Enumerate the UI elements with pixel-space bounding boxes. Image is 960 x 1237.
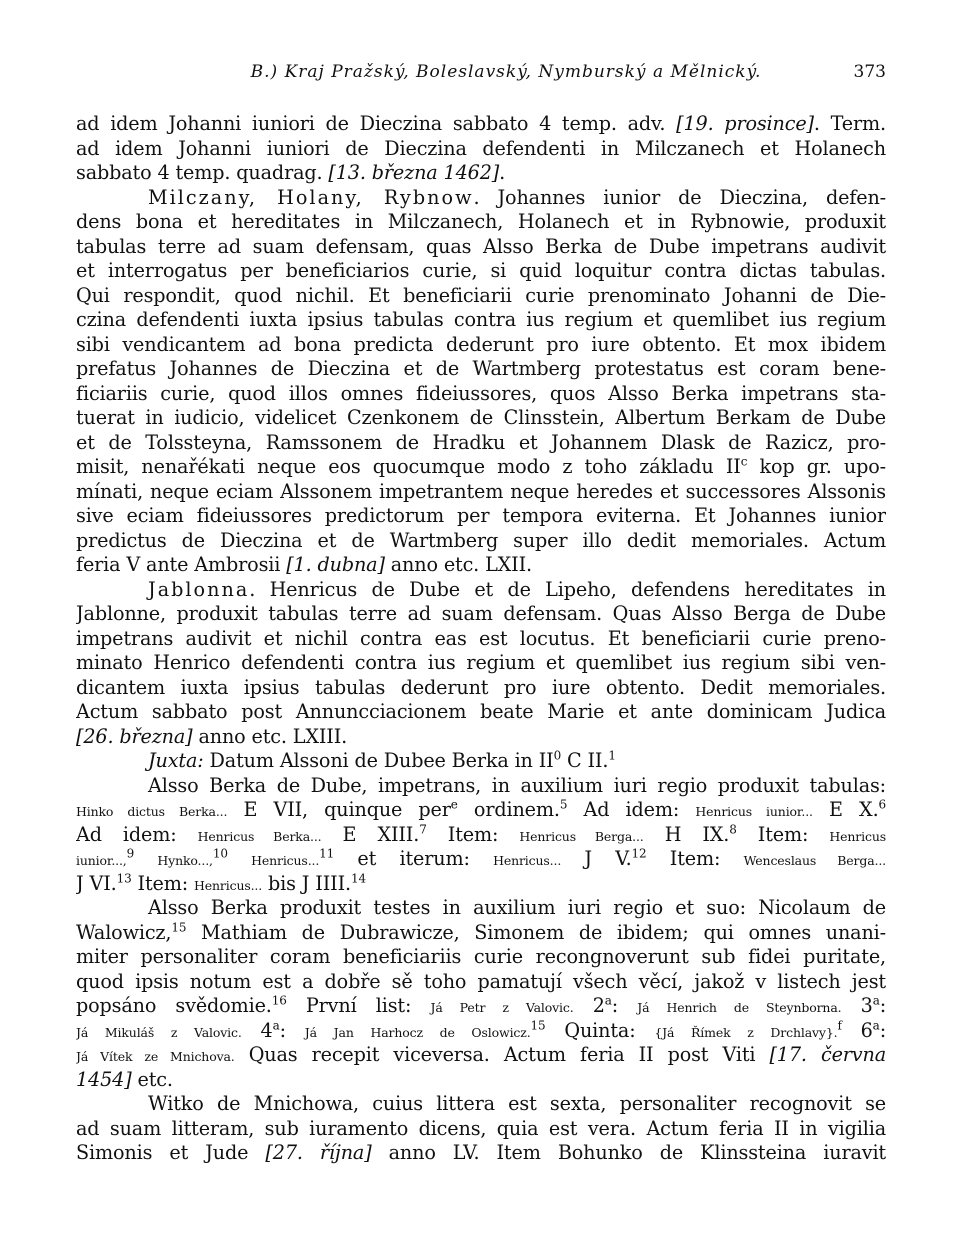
text-span: sive eciam fideiussores predictorum per tempora eviterna. Et Johannes iunior xyxy=(76,504,886,527)
text-span: Juxta: xyxy=(148,749,204,772)
text-span: . Term. xyxy=(813,112,886,135)
text-line xyxy=(76,333,886,358)
text-span: 3 xyxy=(841,994,873,1017)
text-line xyxy=(76,1117,886,1142)
superscript: 12 xyxy=(631,847,647,861)
text-span: czina defendenti iuxta ipsius tabulas contra ius regium et quemlibet ius regium xyxy=(76,308,886,331)
text-line xyxy=(76,847,886,872)
text-span: [1. dubna] xyxy=(286,553,385,576)
text-line xyxy=(76,725,886,750)
text-line xyxy=(76,749,886,774)
superscript: 9 xyxy=(126,847,135,861)
text-span: J V. xyxy=(561,847,632,870)
running-header xyxy=(76,62,886,92)
superscript: 11 xyxy=(319,847,335,861)
superscript: 15 xyxy=(171,920,187,935)
text-line xyxy=(76,774,886,799)
text-span: Henricus xyxy=(829,828,886,844)
text-span: : xyxy=(879,994,886,1017)
text-line xyxy=(76,896,886,921)
text-span: [27. října] xyxy=(265,1141,372,1164)
text-span: [19. prosince] xyxy=(676,112,814,135)
text-line xyxy=(76,455,886,480)
text-span: dens bona et hereditates in Milczanech, Holanech et in Rybnowie, produxit xyxy=(76,210,886,233)
text-span: Item: xyxy=(646,847,744,870)
text-span: minato Henrico defendenti contra ius regium et quemlibet ius regium sibi ven- xyxy=(76,651,886,674)
superscript: a xyxy=(872,994,880,1008)
text-span: etc. xyxy=(131,1067,173,1091)
text-span: Walowicz, xyxy=(76,920,172,944)
text-span: Henricus... xyxy=(194,877,263,893)
text-span: Jablonne, produxit tabulas terre ad suam defensam. Quas Alsso Berga de Dube xyxy=(76,602,886,625)
superscript: a xyxy=(604,994,612,1008)
text-span: Mathiam de Dubrawicze, Simonem de ibidem; qui omnes unani- xyxy=(186,920,886,944)
text-line xyxy=(76,578,886,603)
text-span: Hynko..., xyxy=(157,853,213,868)
text-span: J VI. xyxy=(76,871,117,895)
text-span: anno etc. LXII. xyxy=(384,553,532,576)
superscript: 10 xyxy=(212,847,228,861)
text-span: . Henricus de Dube et de Lipeho, defendens hereditates in xyxy=(249,577,886,601)
text-span: tabulas terre ad suam defensam, quas Alsso Berka de Dube impetrans audivit xyxy=(76,234,886,258)
text-span xyxy=(228,847,251,870)
text-span: Qui respondit, quod nichil. Et beneficiarii curie prenominato Johanni de Die- xyxy=(76,283,886,307)
text-line xyxy=(76,382,886,407)
text-line xyxy=(76,259,886,284)
text-span: Wenceslaus Berga... xyxy=(743,853,886,868)
text-span: dicantem iuxta ipsius tabulas dederunt pro iure obtento. Dedit memoriales. xyxy=(76,675,886,699)
text-span: {Já Římek z Drchlavy}. xyxy=(654,1024,838,1040)
text-span: Henricus Berga... xyxy=(519,828,644,844)
text-span: : xyxy=(879,1018,886,1042)
text-span: 4 xyxy=(241,1018,273,1042)
text-line xyxy=(76,798,886,823)
text-line xyxy=(76,1043,886,1068)
text-line xyxy=(76,627,886,652)
text-span: Henricus Berka... xyxy=(197,828,322,844)
text-span: 6 xyxy=(841,1018,873,1042)
text-line xyxy=(76,235,886,260)
text-line xyxy=(76,651,886,676)
text-span: sabbato 4 temp. quadrag. xyxy=(76,161,329,184)
superscript: 6 xyxy=(878,798,886,812)
text-span: ficiariis curie, quod illos omnes fideiussores, quos Alsso Berka impetrans sta- xyxy=(76,381,886,405)
text-span: : xyxy=(279,1018,305,1042)
text-line xyxy=(76,602,886,627)
text-span: . xyxy=(499,161,506,184)
text-span: Jablonna xyxy=(148,577,250,601)
superscript: 1 xyxy=(608,749,616,763)
text-span: H IX. xyxy=(643,822,730,846)
text-span: Henricus... xyxy=(251,853,320,868)
text-span: První list: xyxy=(286,994,431,1017)
text-span: Item: xyxy=(736,822,830,846)
text-span: ad idem Johanni iuniori de Dieczina sabbato 4 temp. adv. xyxy=(76,112,677,135)
text-span: Alsso Berka de Dube, impetrans, in auxilium iuri regio produxit tabulas: xyxy=(148,773,886,797)
text-line xyxy=(76,994,886,1019)
text-span: bis J IIII. xyxy=(262,871,351,895)
text-span: ad suam litteram, sub iuramento dicens, quia est vera. Actum feria II in vigilia xyxy=(76,1116,886,1140)
text-line xyxy=(76,823,886,848)
text-span: : xyxy=(611,994,638,1017)
superscript: 13 xyxy=(116,871,132,886)
text-line xyxy=(76,1092,886,1117)
text-line xyxy=(76,308,886,333)
text-span: miter personaliter coram beneficiariis curie recongnoverunt sub fidei puritate, xyxy=(76,945,886,968)
text-span: tuerat in iudicio, videlicet Czenkonem de Clinsstein, Albertum Berkam de Dube xyxy=(76,406,886,429)
text-span: et de Tolssteyna, Ramssonem de Hradku et Johannem Dlask de Razicz, pro- xyxy=(76,430,886,454)
text-line xyxy=(76,161,886,186)
text-span: [26. března] xyxy=(76,724,193,748)
superscript: a xyxy=(272,1018,280,1033)
page-number: 373 xyxy=(853,62,886,82)
text-line xyxy=(76,284,886,309)
text-span: Ad idem: xyxy=(76,822,198,846)
text-span: [17. června xyxy=(769,1043,886,1066)
text-span: E X. xyxy=(812,798,879,821)
text-line xyxy=(76,945,886,970)
text-span: Henricus iunior... xyxy=(695,804,813,819)
text-line xyxy=(76,112,886,137)
text-span: [13. března 1462] xyxy=(328,161,500,184)
text-span: popsáno svědomie. xyxy=(76,994,272,1017)
body-text xyxy=(76,112,886,1166)
text-span: misit, nenařékati neque eos quocumque modo z toho základu II xyxy=(76,455,741,478)
text-span: prefatus Johannes de Dieczina et de Wartmberg protestatus est coram bene- xyxy=(76,357,886,380)
text-span: Já Henrich de Steynborna. xyxy=(637,1000,842,1015)
text-span: Quas recepit viceversa. Actum feria II post Viti xyxy=(234,1043,770,1066)
superscript: 7 xyxy=(419,822,427,837)
superscript: e xyxy=(450,798,458,812)
running-title: B.) Kraj Pražský, Boleslavský, Nymburský a Mělnický. xyxy=(250,62,762,82)
text-span: kop gr. upo- xyxy=(747,455,886,478)
text-span: Henricus... xyxy=(493,853,562,868)
text-span: 2 xyxy=(573,994,605,1017)
text-span: anno LV. Item Bohunko de Klinssteina iuravit xyxy=(371,1141,886,1164)
text-line xyxy=(76,1068,886,1093)
text-span: Quinta: xyxy=(545,1018,655,1042)
text-span: quod ipsis notum est a dobře sě toho pamatují všech věcí, jakož v listech jest xyxy=(76,969,886,993)
text-span: et interrogatus per beneficiarios curie, si quid loquitur contra dictas tabulas. xyxy=(76,259,886,282)
text-span: sibi vendicantem ad bona predicta dederunt pro iure obtento. Et mox ibidem xyxy=(76,332,886,356)
text-span: 1454] xyxy=(76,1067,132,1091)
text-line xyxy=(76,504,886,529)
text-span: iunior..., xyxy=(76,853,127,868)
superscript: 14 xyxy=(350,871,366,886)
text-span: ordinem. xyxy=(457,798,560,821)
text-span: mínati, neque eciam Alssonem impetrantem neque heredes et successores Alssonis xyxy=(76,479,886,503)
text-span: predictus de Dieczina et de Wartmberg super illo dedit memoriales. Actum xyxy=(76,528,886,552)
text-span: et iterum: xyxy=(334,847,494,870)
superscript: f xyxy=(837,1018,842,1033)
text-span: Datum Alssoni de Dubee Berka in II xyxy=(203,749,554,772)
text-line xyxy=(76,431,886,456)
text-line xyxy=(76,406,886,431)
superscript: 5 xyxy=(559,798,568,812)
text-span: Item: xyxy=(426,822,520,846)
text-line xyxy=(76,970,886,995)
text-span: C II. xyxy=(561,749,609,772)
text-span: Actum sabbato post Annuncciacionem beate Marie et ante dominicam Judica xyxy=(76,700,886,723)
text-span: impetrans audivit et nichil contra eas est locutus. Et beneficiarii curie preno- xyxy=(76,626,886,650)
text-line xyxy=(76,480,886,505)
text-line xyxy=(76,1019,886,1044)
text-span: Witko de Mnichowa, cuius littera est sexta, personaliter recognovit se xyxy=(148,1092,886,1115)
text-span: Ad idem: xyxy=(567,798,696,821)
text-span: E XIII. xyxy=(321,822,420,846)
superscript: c xyxy=(740,455,748,469)
text-span: Alsso Berka produxit testes in auxilium iuri regio et suo: Nicolaum de xyxy=(148,896,886,919)
superscript: 8 xyxy=(729,822,737,837)
superscript: 16 xyxy=(271,994,287,1008)
text-span: Já Mikuláš z Valovic. xyxy=(76,1024,242,1040)
text-line xyxy=(76,921,886,946)
text-span xyxy=(134,847,157,870)
text-span: anno etc. LXIII. xyxy=(192,724,348,748)
text-span: Item: xyxy=(131,871,195,895)
superscript: 15 xyxy=(530,1018,546,1033)
superscript: 0 xyxy=(553,749,562,763)
text-line xyxy=(76,1141,886,1166)
text-span: Já Petr z Valovic. xyxy=(430,1000,574,1015)
text-span: Hinko dictus Berka... xyxy=(76,804,228,819)
text-span: . Johannes iunior de Dieczina, defen- xyxy=(473,185,886,209)
text-span: feria V ante Ambrosii xyxy=(76,553,287,576)
text-line xyxy=(76,700,886,725)
text-span: E VII, quinque per xyxy=(227,798,451,821)
superscript: a xyxy=(872,1018,880,1033)
text-line xyxy=(76,529,886,554)
text-span: ad idem Johanni iuniori de Dieczina defendenti in Milczanech et Holanech xyxy=(76,136,886,160)
text-line xyxy=(76,137,886,162)
text-span: Milczany, Holany, Rybnow xyxy=(148,185,474,209)
text-span: Simonis et Jude xyxy=(76,1141,266,1164)
text-line xyxy=(76,676,886,701)
text-line xyxy=(76,186,886,211)
text-span: Já Jan Harhocz de Oslowicz. xyxy=(304,1024,531,1040)
text-line xyxy=(76,553,886,578)
text-line xyxy=(76,210,886,235)
text-line xyxy=(76,357,886,382)
text-span: Já Vítek ze Mnichova. xyxy=(76,1049,235,1064)
text-line xyxy=(76,872,886,897)
